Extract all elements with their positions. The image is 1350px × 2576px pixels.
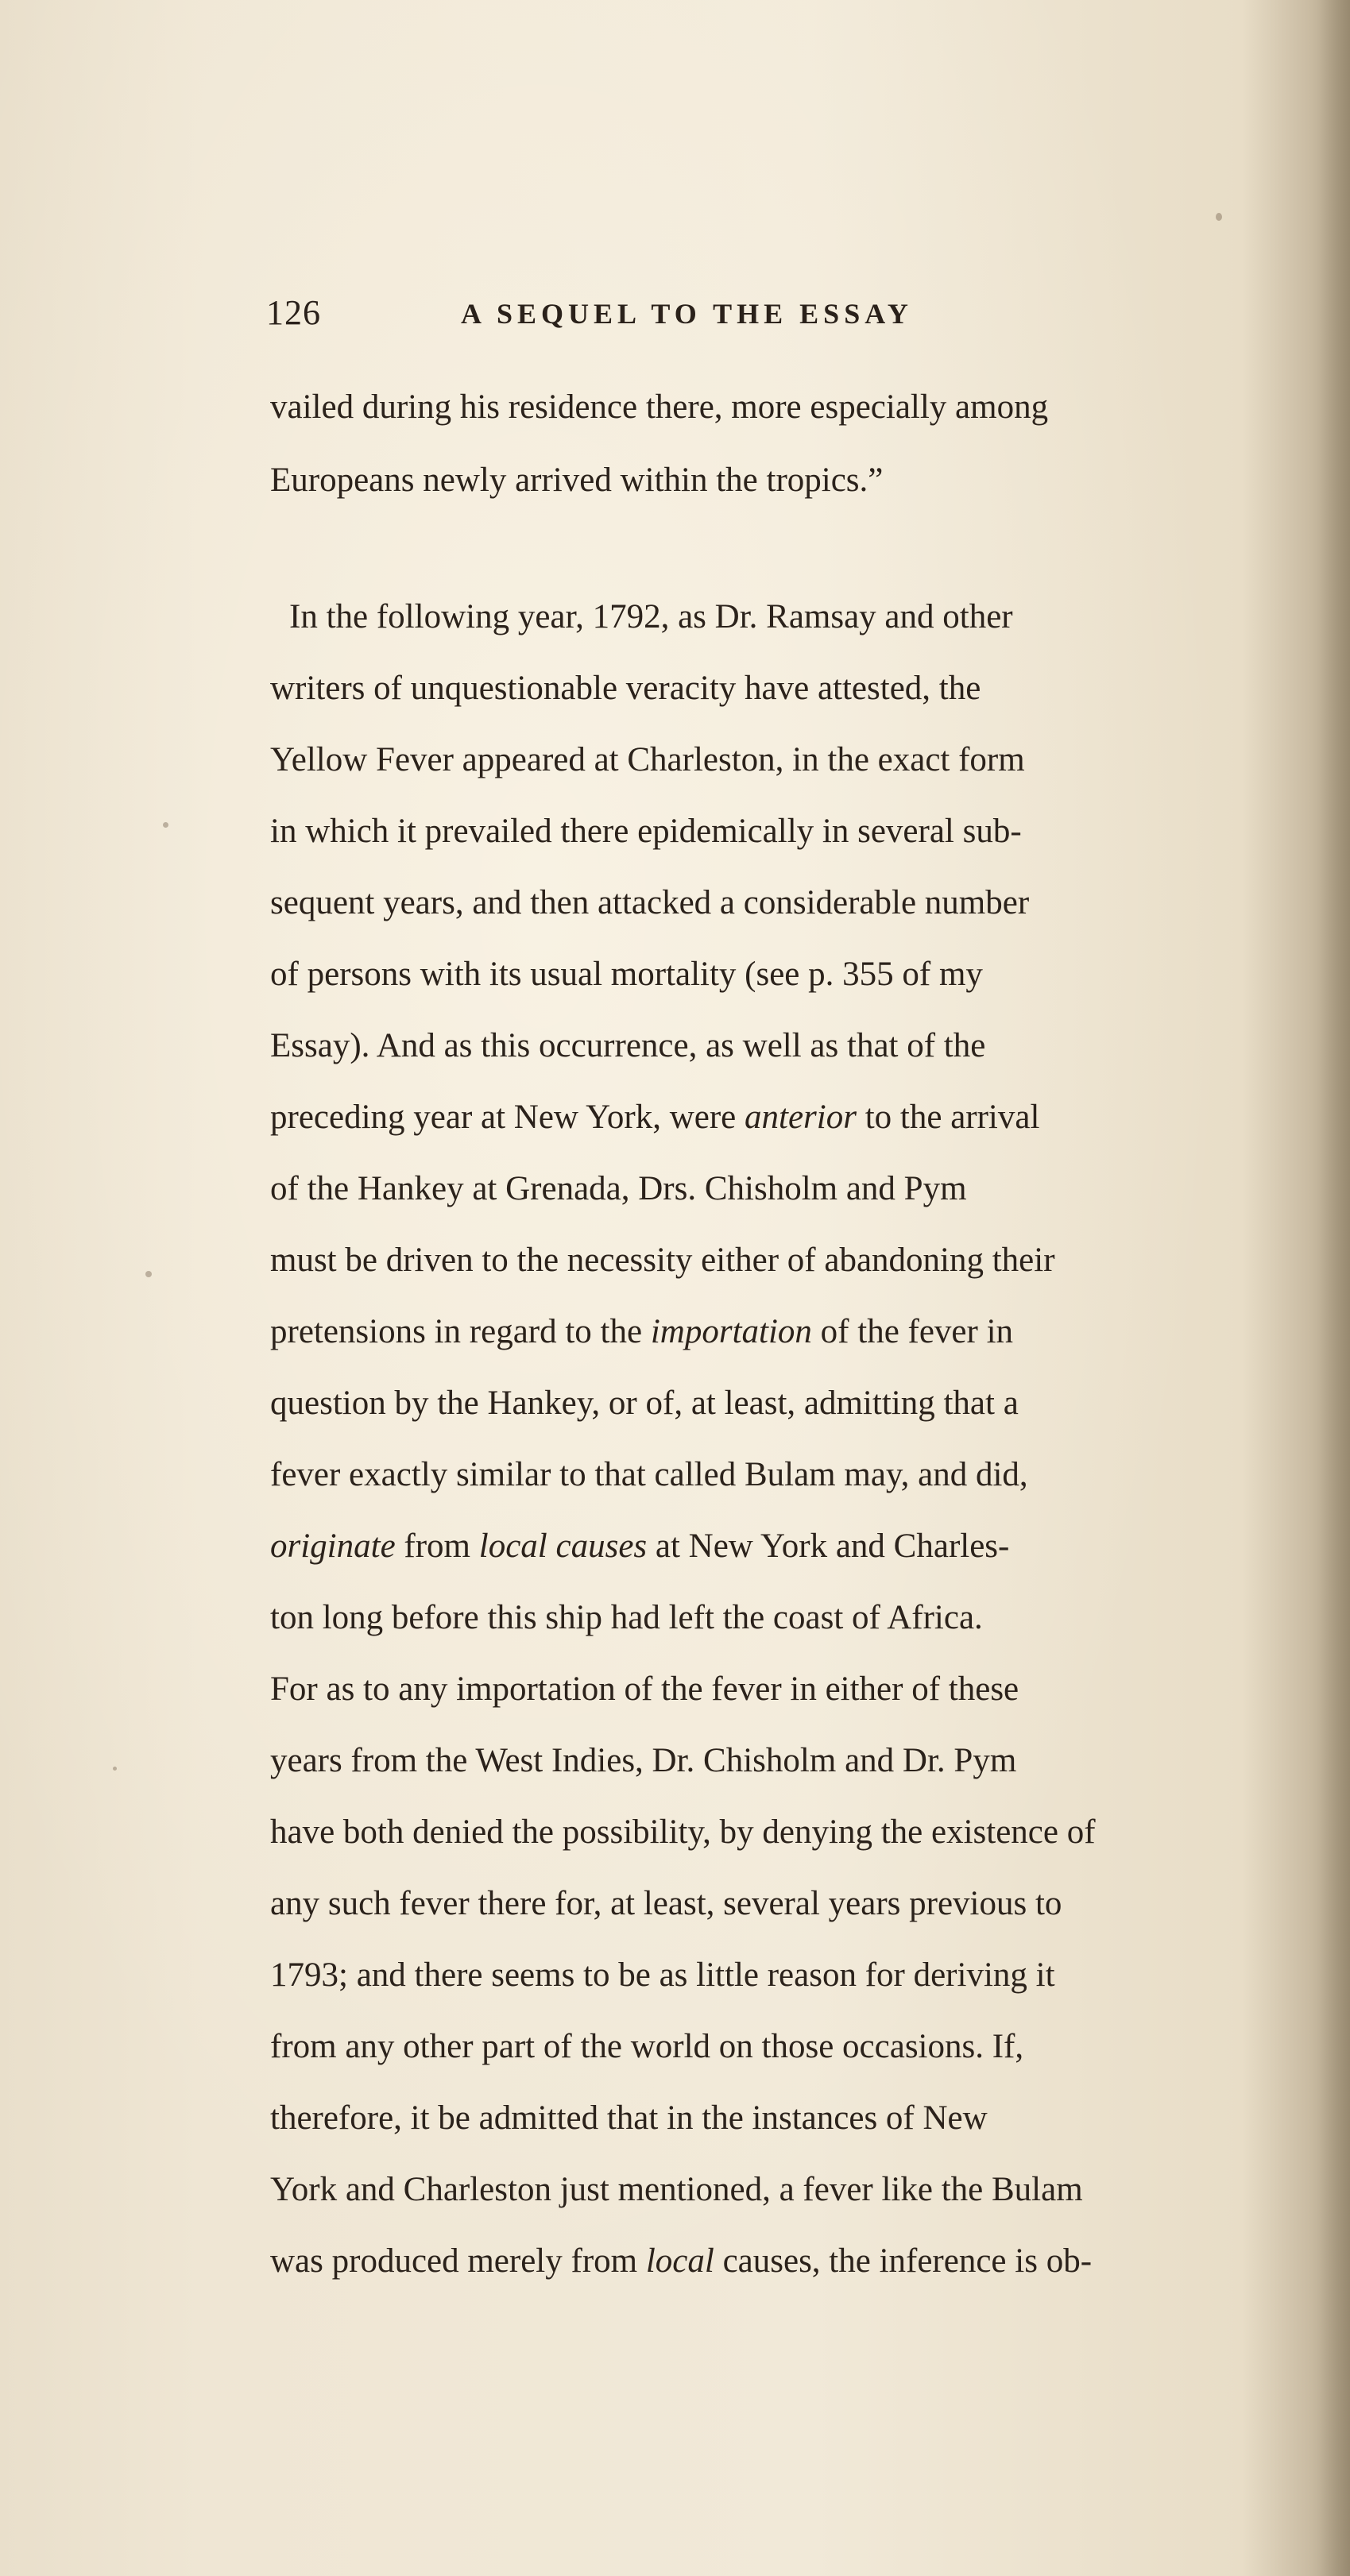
page-number: 126 (266, 293, 321, 332)
ink-spot (163, 822, 168, 828)
text-line: Yellow Fever appeared at Charleston, in the exact form (270, 741, 1025, 778)
text-line: question by the Hankey, or of, at least, admitting that a (270, 1385, 1019, 1422)
ink-spot (1216, 213, 1222, 221)
ink-spot (145, 1271, 152, 1277)
text-line: writers of unquestionable veracity have attested, the (270, 670, 981, 707)
ink-spot (113, 1767, 117, 1771)
text-line: have both denied the possibility, by denying the existence of (270, 1813, 1096, 1851)
text-line: 1793; and there seems to be as little reason for deriving it (270, 1956, 1055, 1994)
text-line: Essay). And as this occurrence, as well as that of the (270, 1027, 986, 1064)
text-line: years from the West Indies, Dr. Chisholm and Dr. Pym (270, 1742, 1017, 1779)
text-line: For as to any importation of the fever in either of these (270, 1670, 1019, 1708)
page-header (266, 292, 1140, 348)
text-line: In the following year, 1792, as Dr. Ramsay and other (289, 598, 1013, 635)
text-line: sequent years, and then attacked a considerable number (270, 884, 1030, 921)
running-title: A SEQUEL TO THE ESSAY (461, 298, 913, 330)
text-line: pretensions in regard to the importation of the fever in (270, 1313, 1014, 1350)
text-line: York and Charleston just mentioned, a fever like the Bulam (270, 2171, 1083, 2208)
text-line: of persons with its usual mortality (see p. 355 of my (270, 956, 983, 993)
text-line: was produced merely from local causes, the inference is ob- (270, 2242, 1093, 2280)
text-line: of the Hankey at Grenada, Drs. Chisholm and Pym (270, 1170, 967, 1207)
text-line: any such fever there for, at least, several years previous to (270, 1885, 1062, 1922)
text-line: vailed during his residence there, more especially among (270, 388, 1049, 426)
spine-shadow (1318, 0, 1350, 2576)
text-line: ton long before this ship had left the coast of Africa. (270, 1599, 983, 1636)
text-line: must be driven to the necessity either of abandoning their (270, 1242, 1055, 1279)
text-line: from any other part of the world on those occasions. If, (270, 2028, 1024, 2065)
text-line: in which it prevailed there epidemically in several sub- (270, 813, 1022, 850)
text-line: originate from local causes at New York and Charles- (270, 1527, 1010, 1565)
text-line: Europeans newly arrived within the tropics.” (270, 462, 884, 499)
text-line: fever exactly similar to that called Bulam may, and did, (270, 1456, 1028, 1493)
text-line: preceding year at New York, were anterior to the arrival (270, 1099, 1040, 1136)
text-line: therefore, it be admitted that in the instances of New (270, 2099, 988, 2137)
